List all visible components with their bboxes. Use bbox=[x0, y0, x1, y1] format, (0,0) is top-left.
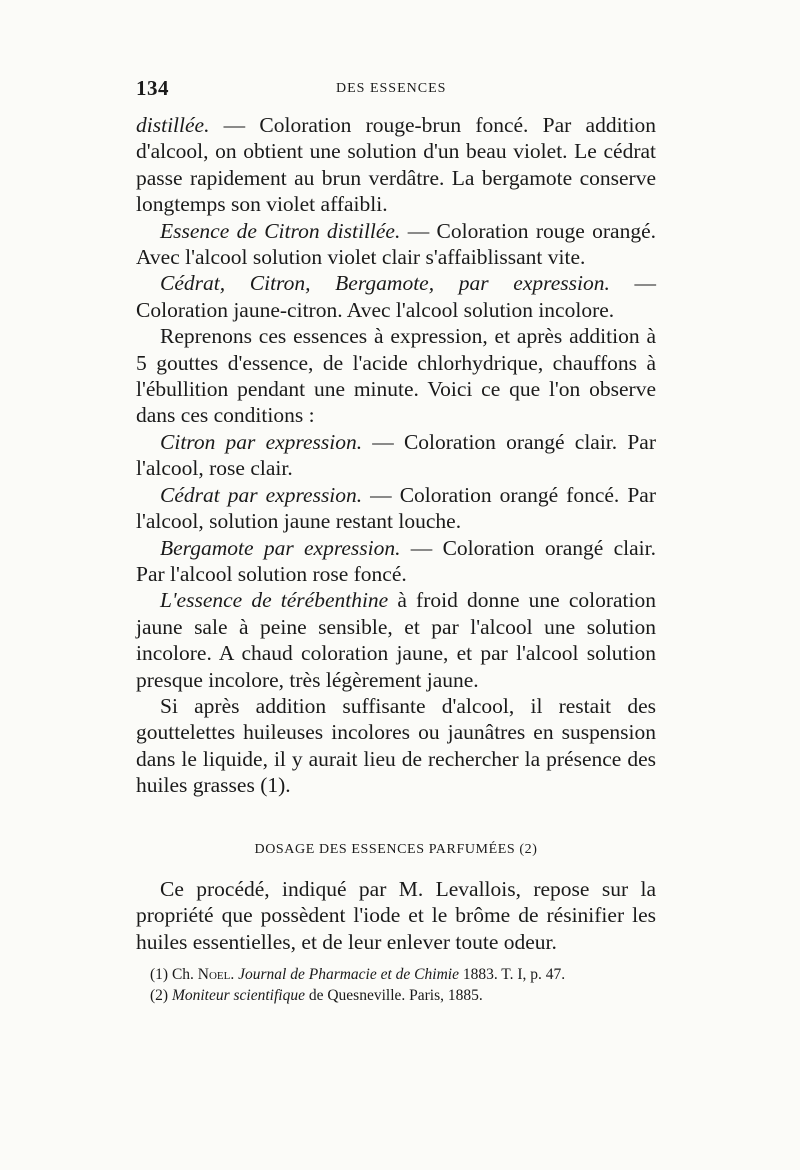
paragraph-italic-lead: Cédrat par expression. bbox=[160, 482, 363, 507]
paragraph bbox=[136, 535, 656, 588]
paragraph bbox=[136, 112, 656, 218]
footnote-journal: Journal de Pharmacie et de Chimie bbox=[238, 966, 459, 983]
paragraph-text: Reprenons ces essences à expression, et après addition à 5 gouttes d'essence, de l'acide chlorhydrique, chauffons à l'ébullition pendant une minute. Voici ce que l'on observe dans ces conditions : bbox=[136, 324, 656, 428]
paragraph bbox=[136, 587, 656, 693]
paragraph bbox=[136, 270, 656, 323]
section-body bbox=[136, 876, 656, 955]
footnote-mark: (1) Ch. bbox=[150, 966, 198, 983]
paragraph: Ce procédé, indiqué par M. Levallois, repose sur la propriété que possèdent l'iode et le brôme de résinifier les huiles essentielles, et de leur enlever toute odeur. bbox=[136, 877, 656, 954]
footnote bbox=[136, 964, 656, 985]
section-heading: DOSAGE DES ESSENCES PARFUMÉES (2) bbox=[254, 842, 538, 857]
paragraph-italic-lead: L'essence de térébenthine bbox=[160, 588, 389, 613]
paragraph-italic-lead: Essence de Citron distillée. bbox=[160, 218, 401, 243]
paragraph-text: — Coloration rouge orangé. Avec l'alcool solution violet clair s'affaiblissant vite. bbox=[136, 218, 656, 270]
footnote bbox=[136, 985, 656, 1006]
paragraph-text: — Coloration rouge-brun foncé. Par addition d'alcool, on obtient une solution d'un beau violet. Le cédrat passe rapidement au brun verdâtre. La bergamote conserve longtemps son violet affaibli. bbox=[136, 113, 656, 217]
paragraph-italic-lead: Cédrat, Citron, Bergamote, par expression. bbox=[160, 271, 610, 296]
paragraph-text: — Coloration jaune-citron. Avec l'alcool solution incolore. bbox=[136, 271, 656, 322]
footnotes bbox=[136, 964, 656, 1006]
paragraph-italic-lead: Citron par expression. bbox=[160, 429, 363, 454]
footnote-journal: Moniteur scientifique bbox=[171, 987, 305, 1004]
paragraph-italic-lead: distillée. bbox=[136, 113, 210, 137]
paragraph bbox=[136, 429, 656, 482]
paragraph bbox=[136, 482, 656, 535]
paragraph-text: Si après addition suffisante d'alcool, il restait des gouttelettes huileuses incolores ou jaunâtres en suspension dans le liquide, il y aurait lieu de rechercher la présence des huiles grasses (1). bbox=[136, 693, 656, 798]
paragraph-text: — Coloration orangé clair. Par l'alcool, rose clair. bbox=[136, 429, 656, 481]
paragraph bbox=[136, 323, 656, 429]
running-title: DES ESSENCES bbox=[336, 81, 447, 96]
footnote-mark: (2) bbox=[150, 987, 172, 1004]
page-number: 134 bbox=[136, 76, 169, 100]
paragraph-italic-lead: Bergamote par expression. bbox=[160, 535, 401, 560]
paragraph-text: à froid donne une coloration jaune sale à peine sensible, et par l'alcool une solution incolore. A chaud coloration jaune, et par l'alcool solution presque incolore, très légèrement jaune. bbox=[136, 588, 656, 692]
footnote-rest: de Quesneville. Paris, 1885. bbox=[304, 987, 483, 1004]
footnote-rest: 1883. T. I, p. 47. bbox=[458, 966, 566, 983]
paragraph bbox=[136, 693, 656, 799]
footnote-sep: . bbox=[230, 966, 239, 983]
paragraph bbox=[136, 218, 656, 271]
paragraph-text: — Coloration orangé clair. Par l'alcool solution rose foncé. bbox=[136, 535, 657, 586]
paragraph-text: — Coloration orangé foncé. Par l'alcool, solution jaune restant louche. bbox=[136, 482, 656, 534]
page-header bbox=[136, 76, 656, 102]
footnote-author: Noel bbox=[197, 966, 231, 983]
body-text bbox=[136, 112, 656, 799]
